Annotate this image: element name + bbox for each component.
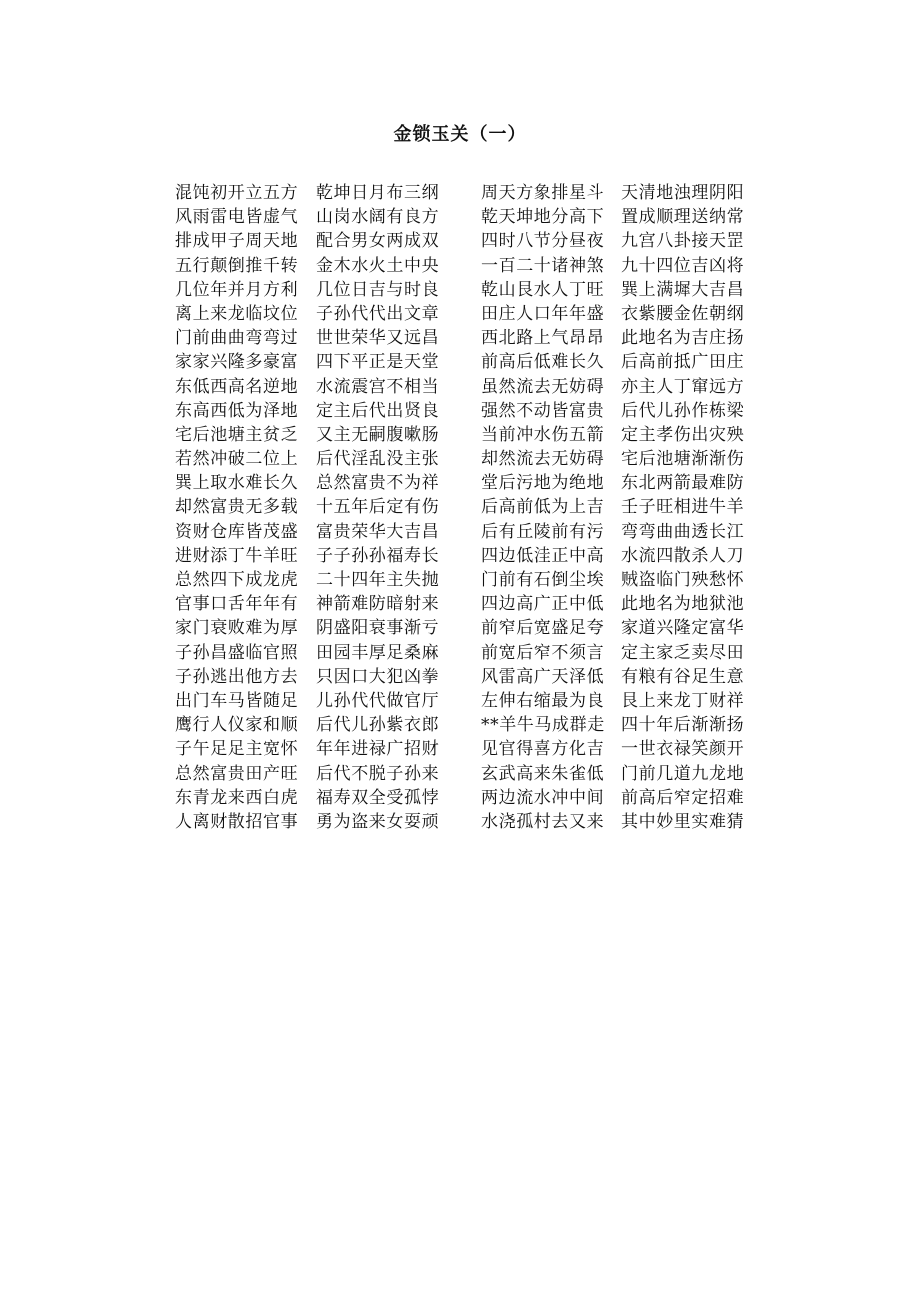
- verse-line: 门前有石倒尘埃: [481, 570, 605, 590]
- verse-line: 四边高广正中低: [481, 594, 605, 615]
- verse-line: 世世荣华又远昌: [316, 328, 440, 349]
- verse-row: [175, 399, 755, 423]
- verse-line: 壬子旺相进牛羊: [621, 497, 745, 518]
- verse-line: 亦主人丁窜远方: [621, 376, 745, 397]
- verse-row: [175, 592, 755, 616]
- verse-line: **羊牛马成群走: [481, 715, 605, 736]
- verse-line: 九十四位吉凶将: [621, 255, 745, 276]
- verse-line: 山岗水阔有良方: [316, 207, 440, 228]
- verse-row: [175, 205, 755, 229]
- verse-line: 衣紫腰金佐朝纲: [621, 303, 745, 324]
- verse-line: 配合男女两成双: [316, 231, 440, 252]
- verse-line: 周天方象排星斗: [481, 183, 605, 203]
- verse-line: 却然富贵无多载: [175, 497, 299, 518]
- verse-line: 家道兴隆定富华: [621, 618, 745, 639]
- verse-line: 家门衰败难为厚: [175, 618, 299, 639]
- verse-row: [175, 641, 755, 665]
- verse-row: [175, 713, 755, 737]
- verse-row: [175, 665, 755, 689]
- verse-line: 水浇孤村去又来: [481, 811, 605, 832]
- verse-line: 前宽后窄不须言: [481, 642, 605, 663]
- verse-line: 虽然流去无妨碍: [481, 376, 605, 397]
- verse-line: 子孙代代出文章: [316, 303, 440, 324]
- verse-row: [175, 181, 755, 205]
- verse-line: 总然富贵不为祥: [316, 473, 440, 494]
- verse-line: 四时八节分昼夜: [481, 231, 605, 252]
- verse-line: 福寿双全受孤悖: [316, 787, 440, 808]
- verse-line: 资财仓库皆茂盛: [175, 521, 299, 542]
- verse-line: 置成顺理送纳常: [621, 207, 745, 228]
- verse-line: 子孙昌盛临官照: [175, 642, 299, 663]
- verse-line: 几位日吉与时良: [316, 279, 440, 300]
- verse-line: 总然富贵田产旺: [175, 763, 299, 784]
- verse-line: 西北路上气昂昂: [481, 328, 605, 349]
- verse-line: 后代不脱子孙来: [316, 763, 440, 784]
- verse-row: [175, 326, 755, 350]
- verse-line: 定主后代出贤良: [316, 400, 440, 421]
- verse-row: [175, 254, 755, 278]
- verse-line: 左伸右缩最为良: [481, 690, 605, 711]
- verse-line: 又主无嗣腹嗽肠: [316, 424, 440, 445]
- verse-row: [175, 229, 755, 253]
- verse-line: 家家兴隆多豪富: [175, 352, 299, 373]
- verse-line: 天清地浊理阴阳: [621, 183, 745, 203]
- verse-line: 官事口舌年年有: [175, 594, 299, 615]
- verse-line: 乾坤日月布三纲: [316, 183, 440, 203]
- verse-line: 乾天坤地分高下: [481, 207, 605, 228]
- verse-line: 人离财散招官事: [175, 811, 299, 832]
- verse-line: 四下平正是天堂: [316, 352, 440, 373]
- verse-row: [175, 278, 755, 302]
- verse-row: [175, 375, 755, 399]
- verse-line: 四边低洼正中高: [481, 545, 605, 566]
- verse-line: 当前冲水伤五箭: [481, 424, 605, 445]
- verse-line: 风雷高广天泽低: [481, 666, 605, 687]
- verse-row: [175, 737, 755, 761]
- verse-line: 阴盛阳衰事渐亏: [316, 618, 440, 639]
- verse-line: 宅后池塘主贫乏: [175, 424, 299, 445]
- verse-line: 前窄后宽盛足夸: [481, 618, 605, 639]
- verse-line: 玄武高来朱雀低: [481, 763, 605, 784]
- verse-line: 后有丘陵前有污: [481, 521, 605, 542]
- verse-line: 田庄人口年年盛: [481, 303, 605, 324]
- verse-line: 一百二十诸神煞: [481, 255, 605, 276]
- verse-line: 水流震宫不相当: [316, 376, 440, 397]
- verse-line: 见官得喜方化吉: [481, 739, 605, 760]
- verse-line: 水流四散杀人刀: [621, 545, 745, 566]
- verse-line: 前高后低难长久: [481, 352, 605, 373]
- verse-row: [175, 616, 755, 640]
- verse-row: [175, 471, 755, 495]
- verse-line: 前高后窄定招难: [621, 787, 745, 808]
- verse-line: 堂后污地为绝地: [481, 473, 605, 494]
- verse-line: 子午足足主宽怀: [175, 739, 299, 760]
- verse-line: 东北两箭最难防: [621, 473, 745, 494]
- verse-line: 年年进禄广招财: [316, 739, 440, 760]
- verse-row: [175, 350, 755, 374]
- verse-line: 总然四下成龙虎: [175, 570, 299, 590]
- verse-line: 后高前抵广田庄: [621, 352, 745, 373]
- verse-line: 乾山艮水人丁旺: [481, 279, 605, 300]
- verse-line: 金木水火土中央: [316, 255, 440, 276]
- verse-line: 两边流水冲中间: [481, 787, 605, 808]
- verse-line: 九宫八卦接天罡: [621, 231, 745, 252]
- verse-line: 子孙逃出他方去: [175, 666, 299, 687]
- verse-row: [175, 495, 755, 519]
- verse-line: 若然冲破二位上: [175, 449, 299, 470]
- verse-line: 一世衣禄笑颜开: [621, 739, 745, 760]
- verse-row: [175, 810, 755, 834]
- verse-line: 艮上来龙丁财祥: [621, 690, 745, 711]
- verse-line: 巽上满墀大吉昌: [621, 279, 745, 300]
- verse-row: [175, 520, 755, 544]
- verse-line: 混饨初开立五方: [175, 183, 299, 203]
- verse-row: [175, 447, 755, 471]
- verse-line: 出门车马皆随足: [175, 690, 299, 711]
- verse-line: 儿孙代代做官厅: [316, 690, 440, 711]
- page-title: 金锁玉关（一）: [393, 124, 527, 145]
- verse-row: [175, 568, 755, 592]
- verse-line: 弯弯曲曲透长江: [621, 521, 745, 542]
- verse-line: 定主家乏卖尽田: [621, 642, 745, 663]
- verse-line: 几位年并月方利: [175, 279, 299, 300]
- verse-line: 进财添丁牛羊旺: [175, 545, 299, 566]
- verse-line: 二十四年主失抛: [316, 570, 440, 590]
- verse-row: [175, 689, 755, 713]
- verse-line: 后高前低为上吉: [481, 497, 605, 518]
- verse-line: 定主孝伤出灾殃: [621, 424, 745, 445]
- verse-line: 田园丰厚足桑麻: [316, 642, 440, 663]
- verse-line: 门前曲曲弯弯过: [175, 328, 299, 349]
- verse-line: 东低西高名逆地: [175, 376, 299, 397]
- verse-line: 东高西低为泽地: [175, 400, 299, 421]
- verse-line: 此地名为吉庄扬: [621, 328, 745, 349]
- verse-line: 却然流去无妨碍: [481, 449, 605, 470]
- verse-line: 五行颠倒推千转: [175, 255, 299, 276]
- verse-line: 后代淫乱没主张: [316, 449, 440, 470]
- verse-line: 后代儿孙紫衣郎: [316, 715, 440, 736]
- verse-line: 巽上取水难长久: [175, 473, 299, 494]
- verse-line: 排成甲子周天地: [175, 231, 299, 252]
- verse-line: 风雨雷电皆虚气: [175, 207, 299, 228]
- verse-line: 其中妙里实难猜: [621, 811, 745, 832]
- verse-line: 勇为盗来女耍顽: [316, 811, 440, 832]
- verse-line: 贼盗临门殃愁怀: [621, 570, 745, 590]
- verse-line: 后代儿孙作栋梁: [621, 400, 745, 421]
- verse-line: 门前几道九龙地: [621, 763, 745, 784]
- verse-line: 富贵荣华大吉昌: [316, 521, 440, 542]
- verse-row: [175, 423, 755, 447]
- verse-line: 只因口大犯凶拳: [316, 666, 440, 687]
- verse-line: 有粮有谷足生意: [621, 666, 745, 687]
- verse-line: 神箭难防暗射来: [316, 594, 440, 615]
- verse-row: [175, 302, 755, 326]
- verse-line: 宅后池塘渐渐伤: [621, 449, 745, 470]
- verse-line: 四十年后渐渐扬: [621, 715, 745, 736]
- verse-row: [175, 762, 755, 786]
- verse-line: 此地名为地狱池: [621, 594, 745, 615]
- verse-grid: [175, 181, 755, 834]
- verse-row: [175, 786, 755, 810]
- verse-line: 东青龙来西白虎: [175, 787, 299, 808]
- verse-line: 强然不动皆富贵: [481, 400, 605, 421]
- verse-line: 子子孙孙福寿长: [316, 545, 440, 566]
- verse-line: 离上来龙临坟位: [175, 303, 299, 324]
- verse-line: 十五年后定有伤: [316, 497, 440, 518]
- verse-line: 鹰行人仪家和顺: [175, 715, 299, 736]
- verse-row: [175, 544, 755, 568]
